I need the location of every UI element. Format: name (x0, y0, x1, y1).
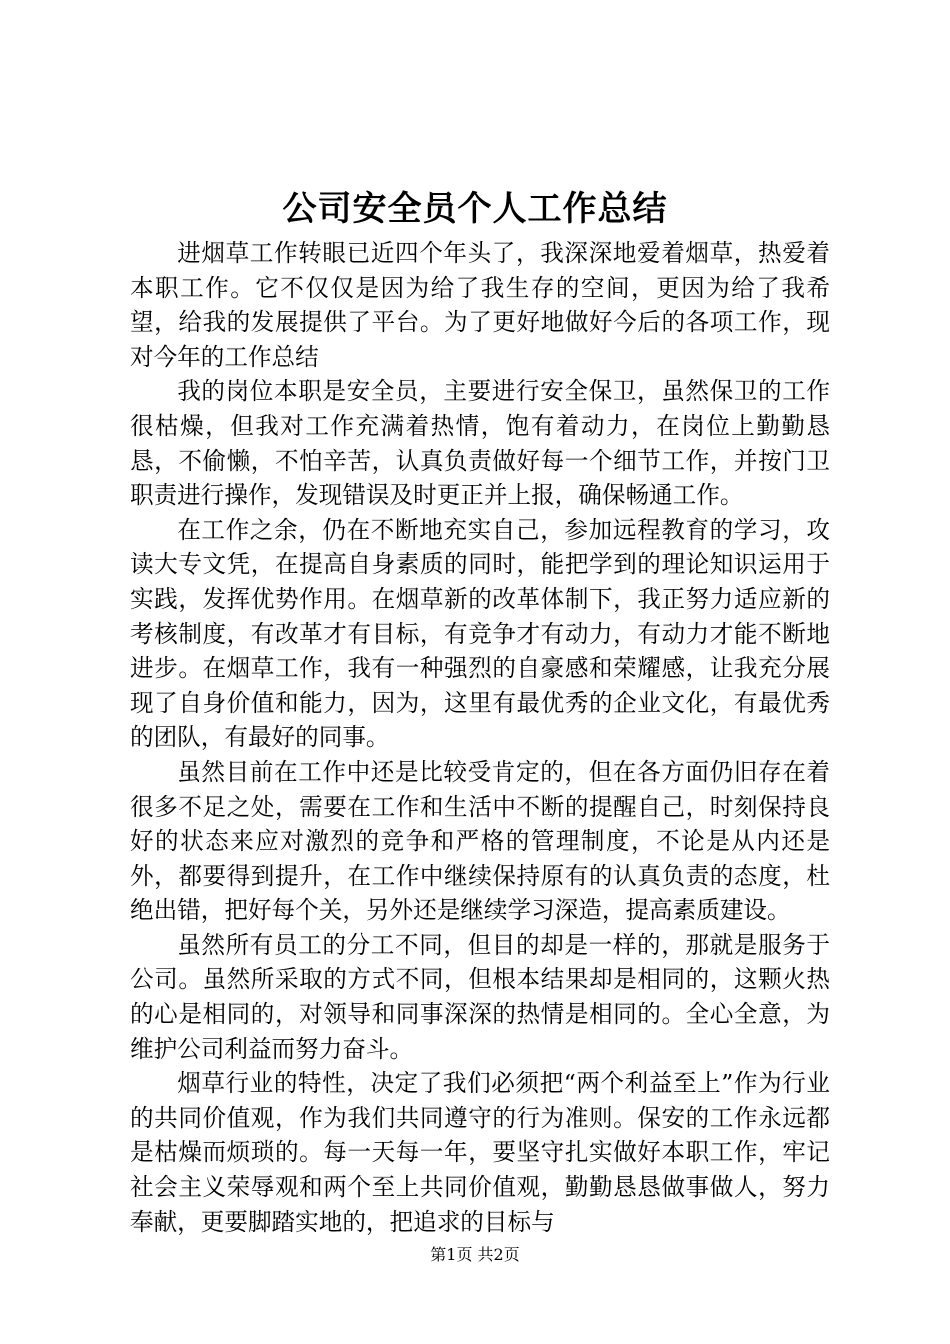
paragraph-5: 虽然所有员工的分工不同，但目的却是一样的，那就是服务于公司。虽然所采取的方式不同，但根本结果却是相同的，这颗火热的心是相同的，对领导和同事深深的热情是相同的。全心全意，为维护公司利益而努力奋斗。 (130, 930, 830, 1063)
paragraph-4: 虽然目前在工作中还是比较受肯定的，但在各方面仍旧存在着很多不足之处，需要在工作和生活中不断的提醒自己，时刻保持良好的状态来应对激烈的竞争和严格的管理制度，不论是从内还是外，都要得到提升，在工作中继续保持原有的认真负责的态度，杜绝出错，把好每个关，另外还是继续学习深造，提高素质建设。 (130, 757, 830, 925)
document-body (130, 236, 830, 1239)
paragraph-6: 烟草行业的特性，决定了我们必须把“两个利益至上”作为行业的共同价值观，作为我们共同遵守的行为准则。保安的工作永远都是枯燥而烦琐的。每一天每一年，要坚守扎实做好本职工作，牢记社会主义荣辱观和两个至上共同价值观，勤勤恳恳做事做人，努力奉献，更要脚踏实地的，把追求的目标与 (130, 1069, 830, 1236)
paragraph-1: 进烟草工作转眼已近四个年头了，我深深地爱着烟草，热爱着本职工作。它不仅仅是因为给了我生存的空间，更因为给了我希望，给我的发展提供了平台。为了更好地做好今后的各项工作，现对今年的工作总结 (130, 239, 830, 371)
document-title: 公司安全员个人工作总结 (282, 189, 668, 229)
paragraph-3: 在工作之余，仍在不断地充实自己，参加远程教育的学习，攻读大专文凭，在提高自身素质的同时，能把学到的理论知识运用于实践，发挥优势作用。在烟草新的改革体制下，我正努力适应新的考核制度，有改革才有目标，有竞争才有动力，有动力才能不断地进步。在烟草工作，我有一种强烈的自豪感和荣耀感，让我充分展现了自身价值和能力，因为，这里有最优秀的企业文化，有最优秀的团队，有最好的同事。 (130, 515, 830, 752)
page-footer: 第1页 共2页 (430, 1245, 520, 1264)
paragraph-2: 我的岗位本职是安全员，主要进行安全保卫，虽然保卫的工作很枯燥，但我对工作充满着热情，饱有着动力，在岗位上勤勤恳恳，不偷懒，不怕辛苦，认真负责做好每一个细节工作，并按门卫职责进行操作，发现错误及时更正并上报，确保畅通工作。 (130, 377, 830, 510)
